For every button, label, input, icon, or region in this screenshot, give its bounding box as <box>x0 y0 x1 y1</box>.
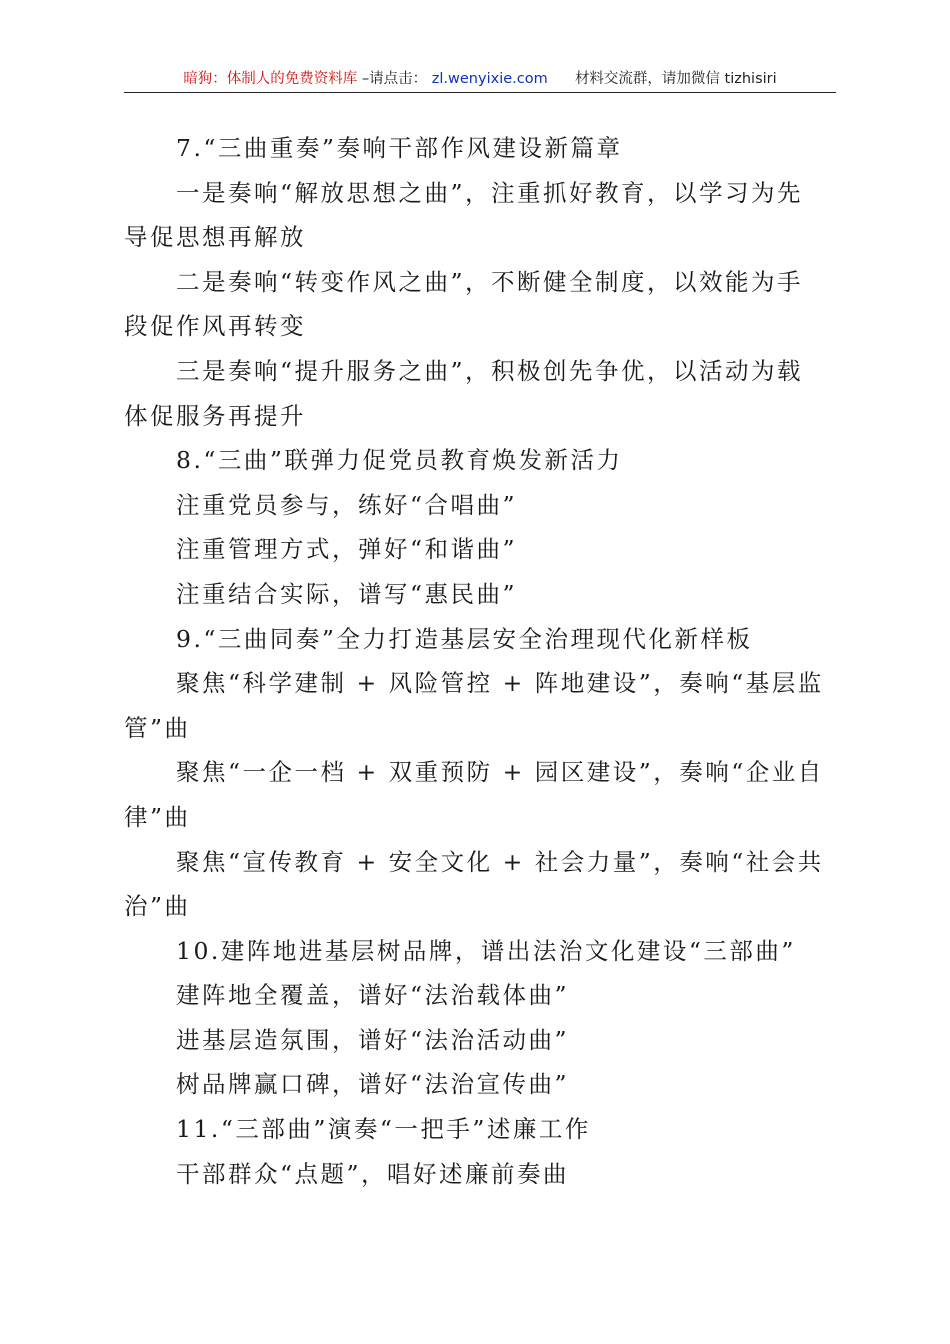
paragraph-line: 一是奏响“解放思想之曲”，注重抓好教育，以学习为先 <box>176 178 804 207</box>
paragraph-line: 聚焦“一企一档 + 双重预防 + 园区建设”，奏响“企业自 <box>176 758 824 787</box>
heading-item-7: 7.“三曲重奏”奏响干部作风建设新篇章 <box>176 134 623 162</box>
paragraph-line-continuation: 导促思想再解放 <box>124 223 306 252</box>
header-click-prompt: –请点击： <box>361 71 428 87</box>
paragraph-line: 树品牌赢口碑，谱好“法治宣传曲” <box>176 1070 570 1099</box>
paragraph-line: 注重结合实际，谱写“惠民曲” <box>176 579 518 608</box>
paragraph-line: 三是奏响“提升服务之曲”，积极创先争优，以活动为载 <box>176 356 804 385</box>
paragraph-line-continuation: 治”曲 <box>124 892 191 921</box>
paragraph-line-continuation: 段促作风再转变 <box>124 312 306 341</box>
paragraph-line: 注重党员参与，练好“合唱曲” <box>176 490 518 519</box>
heading-item-11: 11.“三部曲”演奏“一把手”述廉工作 <box>176 1115 591 1144</box>
paragraph-line: 聚焦“科学建制 + 风险管控 + 阵地建设”，奏响“基层监 <box>176 669 824 698</box>
header-brand: 暗狗：体制人的免费资料库 <box>183 71 358 87</box>
paragraph-line: 聚焦“宣传教育 + 安全文化 + 社会力量”，奏响“社会共 <box>176 847 824 876</box>
paragraph-line-continuation: 体促服务再提升 <box>124 401 306 430</box>
paragraph-line: 干部群众“点题”，唱好述廉前奏曲 <box>176 1159 570 1188</box>
heading-item-10: 10.建阵地进基层树品牌，谱出法治文化建设“三部曲” <box>176 936 796 965</box>
paragraph-line: 二是奏响“转变作风之曲”，不断健全制度，以效能为手 <box>176 267 804 296</box>
heading-item-8: 8.“三曲”联弹力促党员教育焕发新活力 <box>176 446 623 475</box>
paragraph-line-continuation: 律”曲 <box>124 802 191 831</box>
heading-item-9: 9.“三曲同奏”全力打造基层安全治理现代化新样板 <box>176 624 753 653</box>
header-group-text: 材料交流群，请加微信 tizhisiri <box>574 71 777 87</box>
paragraph-line: 进基层造氛围，谱好“法治活动曲” <box>176 1025 570 1054</box>
document-body <box>124 126 836 1196</box>
header-url-link[interactable]: zl.wenyixie.com <box>431 71 548 87</box>
paragraph-line-continuation: 管”曲 <box>124 713 191 742</box>
page-header <box>124 66 836 93</box>
paragraph-line: 建阵地全覆盖，谱好“法治载体曲” <box>176 981 570 1010</box>
paragraph-line: 注重管理方式，弹好“和谐曲” <box>176 535 518 564</box>
